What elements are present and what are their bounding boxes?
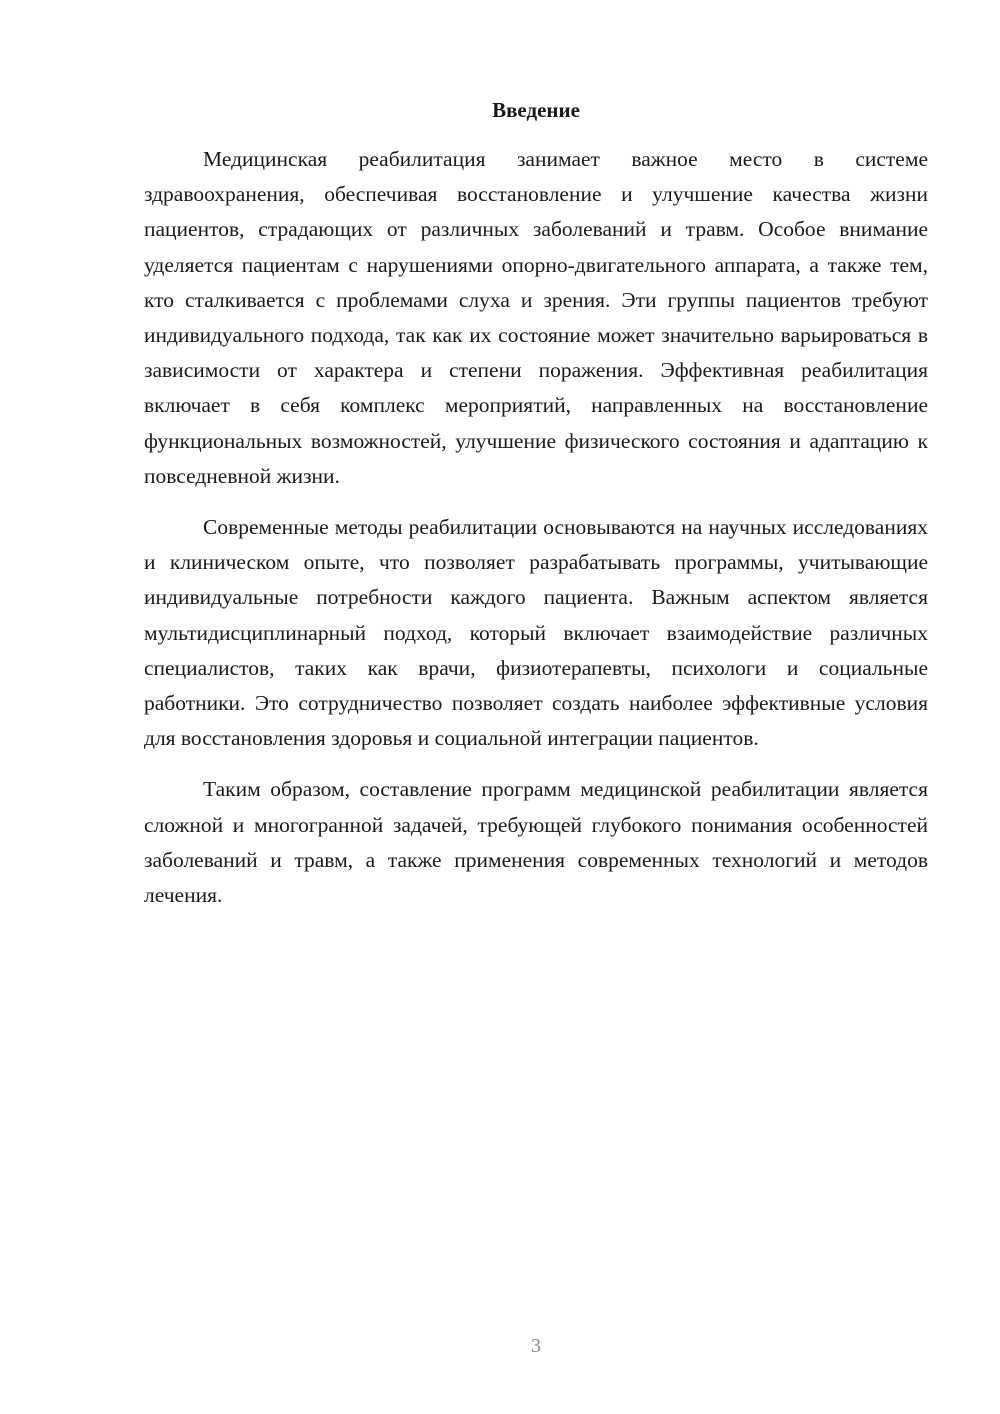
body-text	[144, 142, 928, 929]
page-title: Введение	[492, 98, 580, 122]
paragraph-1: Медицинская реабилитация занимает важное место в системе здравоохранения, обеспечивая восстановление и улучшение качества жизни пациентов, страдающих от различных заболеваний и травм. Особое внимание уделяется пациентам с нарушениями опорно-двигательного аппарата, а также тем, кто сталкивается с проблемами слуха и зрения. Эти группы пациентов требуют индивидуального подхода, так как их состояние может значительно варьироваться в зависимости от характера и степени поражения. Эффективная реабилитация включает в себя комплекс мероприятий, направленных на восстановление функциональных возможностей, улучшение физического состояния и адаптацию к повседневной жизни.	[144, 147, 928, 488]
paragraph-2: Современные методы реабилитации основываются на научных исследованиях и клиническом опыте, что позволяет разрабатывать программы, учитывающие индивидуальные потребности каждого пациента. Важным аспектом является мультидисциплинарный подход, который включает взаимодействие различных специалистов, таких как врачи, физиотерапевты, психологи и социальные работники. Это сотрудничество позволяет создать наиболее эффективные условия для восстановления здоровья и социальной интеграции пациентов.	[144, 515, 928, 751]
paragraph-3: Таким образом, составление программ медицинской реабилитации является сложной и многогранной задачей, требующей глубокого понимания особенностей заболеваний и травм, а также применения современных технологий и методов лечения.	[144, 777, 928, 908]
page-number: 3	[531, 1335, 541, 1357]
